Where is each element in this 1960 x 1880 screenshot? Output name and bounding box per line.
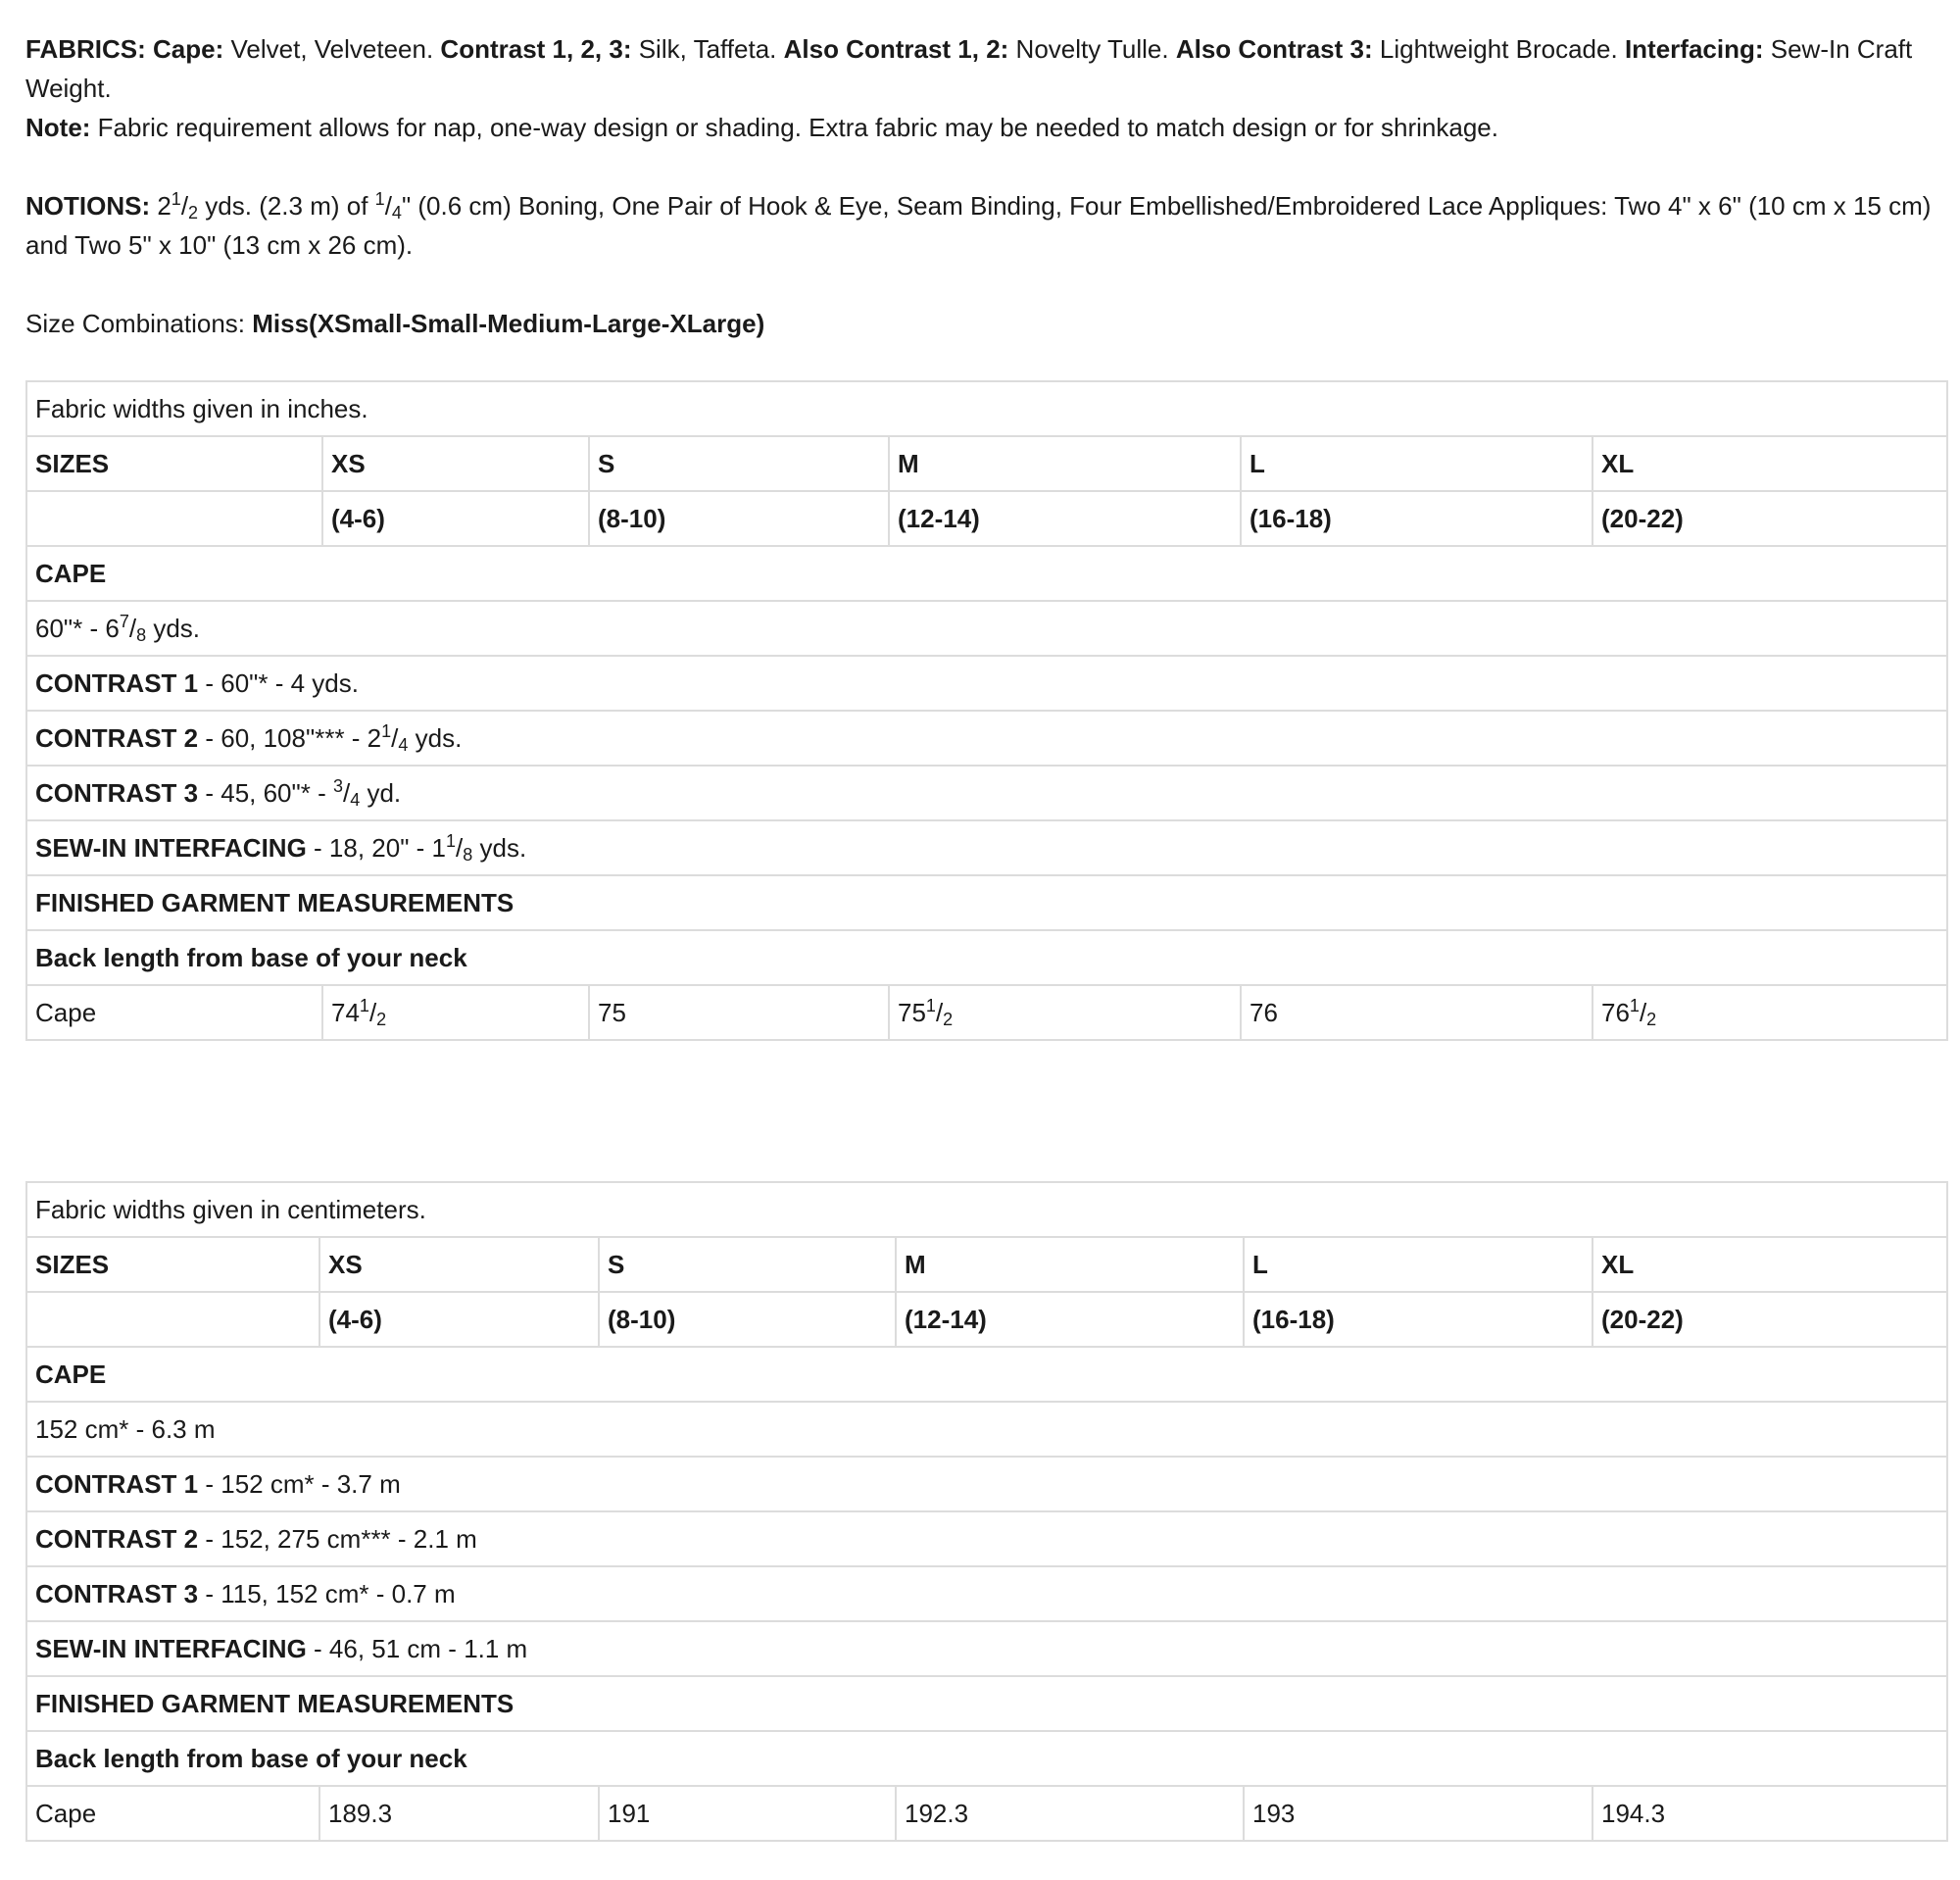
range-xs: (4-6) bbox=[319, 1292, 599, 1347]
fabrics-also12-text: Novelty Tulle. bbox=[1008, 34, 1176, 64]
note-text: Fabric requirement allows for nap, one-way design or shading. Extra fabric may be needed to match design or for shrinkage. bbox=[90, 113, 1498, 142]
range-m: (12-14) bbox=[889, 491, 1241, 546]
cape-line-unit: yds. bbox=[146, 614, 201, 643]
range-m: (12-14) bbox=[896, 1292, 1244, 1347]
fabrics-contrast-text: Silk, Taffeta. bbox=[631, 34, 784, 64]
measure-frac-den: 2 bbox=[943, 1010, 954, 1029]
size-xl: XL bbox=[1592, 436, 1947, 491]
interfacing-label: SEW-IN INTERFACING bbox=[35, 1634, 307, 1663]
cape-heading: CAPE bbox=[26, 546, 1947, 601]
cape-frac-den: 8 bbox=[136, 625, 147, 645]
fabrics-also12-label: Also Contrast 1, 2: bbox=[783, 34, 1009, 64]
contrast2-text: - 152, 275 cm*** - 2.1 m bbox=[198, 1524, 477, 1554]
fabric-table-centimeters bbox=[25, 1181, 1948, 1842]
measure-frac-den: 2 bbox=[376, 1010, 387, 1029]
size-combinations-value: Miss(XSmall-Small-Medium-Large-XLarge) bbox=[252, 309, 765, 338]
fabrics-cape-text: Velvet, Velveteen. bbox=[223, 34, 441, 64]
measure-whole: 76 bbox=[1601, 998, 1630, 1027]
notions-label: NOTIONS: bbox=[25, 191, 151, 221]
contrast2-label: CONTRAST 2 bbox=[35, 723, 199, 753]
cape-measure-label: Cape bbox=[26, 985, 322, 1040]
interfacing-row bbox=[26, 820, 1947, 875]
cape-heading-row bbox=[26, 1347, 1947, 1402]
fabrics-cape-label: Cape: bbox=[153, 34, 224, 64]
cape-measure-s: 191 bbox=[599, 1786, 896, 1841]
interfacing-text: - 46, 51 cm - 1.1 m bbox=[306, 1634, 528, 1663]
range-l: (16-18) bbox=[1244, 1292, 1592, 1347]
notions-paragraph: NOTIONS: $2^1/_2$ yds. (2.3 m) of $^1/_4$" (0.6 cm) Boning, One Pair of Hook & Eye, Seam Binding, Four Embellished/Embroidered Lace Appliques: Two 4" x 6" (10 cm x 15 cm) and Two 5" x 10" (13 cm x 26 cm). bbox=[25, 189, 1932, 260]
cape-heading: CAPE bbox=[26, 1347, 1947, 1402]
cape-measure-xs: 189.3 bbox=[319, 1786, 599, 1841]
contrast3-frac-den: 4 bbox=[350, 790, 361, 810]
range-s: (8-10) bbox=[599, 1292, 896, 1347]
back-length-heading: Back length from base of your neck bbox=[26, 1731, 1947, 1786]
back-length-heading-row bbox=[26, 930, 1947, 985]
cape-line-row bbox=[26, 601, 1947, 656]
notions-frac-1-num: 1 bbox=[171, 189, 181, 209]
contrast3-label: CONTRAST 3 bbox=[35, 1579, 199, 1608]
cape-frac-num: 7 bbox=[119, 612, 129, 631]
fabrics-also3-label: Also Contrast 3: bbox=[1175, 34, 1373, 64]
table-caption: Fabric widths given in centimeters. bbox=[26, 1182, 1947, 1237]
contrast2-row bbox=[26, 1511, 1947, 1566]
size-xs: XS bbox=[319, 1237, 599, 1292]
range-s: (8-10) bbox=[589, 491, 889, 546]
note-label: Note: bbox=[25, 113, 91, 142]
cape-measure-row bbox=[26, 1786, 1947, 1841]
fabrics-contrast-label: Contrast 1, 2, 3: bbox=[440, 34, 632, 64]
back-length-heading: Back length from base of your neck bbox=[26, 930, 1947, 985]
measure-whole: 76 bbox=[1250, 998, 1278, 1027]
interfacing-unit: yds. bbox=[472, 833, 527, 863]
measure-frac-num: 1 bbox=[359, 996, 369, 1015]
interfacing-text: - 18, 20" - 1 bbox=[306, 833, 446, 863]
range-xl: (20-22) bbox=[1592, 491, 1947, 546]
measure-frac-num: 1 bbox=[1629, 996, 1640, 1015]
contrast3-line bbox=[26, 1566, 1947, 1621]
ranges-empty bbox=[26, 1292, 319, 1347]
size-s: S bbox=[599, 1237, 896, 1292]
fabrics-paragraph bbox=[25, 29, 1946, 108]
cape-measure-xs: $74^1/_2$ bbox=[322, 985, 589, 1040]
contrast3-text: - 115, 152 cm* - 0.7 m bbox=[198, 1579, 456, 1608]
size-l: L bbox=[1241, 436, 1592, 491]
finished-heading-row bbox=[26, 1676, 1947, 1731]
contrast1-text: - 152 cm* - 3.7 m bbox=[198, 1469, 401, 1499]
range-l: (16-18) bbox=[1241, 491, 1592, 546]
contrast2-row bbox=[26, 711, 1947, 766]
fabrics-interfacing-label: Interfacing: bbox=[1624, 34, 1764, 64]
cape-measure-l bbox=[1241, 985, 1592, 1040]
contrast3-frac-num: 3 bbox=[332, 776, 343, 796]
notions-text-3: " (0.6 cm) Boning, One Pair of Hook & Eye, Seam Binding, Four Embellished/Embroidered Lace Appliques: Two 4" x 6" (10 cm x 15 cm) and Two 5" x 10" (13 cm x 26 cm). bbox=[25, 191, 1932, 260]
fabric-table-inches bbox=[25, 380, 1948, 1041]
notions-text-1: 2 bbox=[150, 191, 172, 221]
size-m: M bbox=[896, 1237, 1244, 1292]
range-xs: (4-6) bbox=[322, 491, 589, 546]
ranges-row bbox=[26, 1292, 1947, 1347]
cape-measure-s bbox=[589, 985, 889, 1040]
contrast2-label: CONTRAST 2 bbox=[35, 1524, 199, 1554]
contrast1-line bbox=[26, 1457, 1947, 1511]
pattern-description bbox=[25, 29, 1946, 343]
ranges-empty bbox=[26, 491, 322, 546]
cape-measure-m: 192.3 bbox=[896, 1786, 1244, 1841]
sizes-label: SIZES bbox=[26, 1237, 319, 1292]
cape-measure-l: 193 bbox=[1244, 1786, 1592, 1841]
cape-measure-xl: $76^1/_2$ bbox=[1592, 985, 1947, 1040]
sizes-row bbox=[26, 1237, 1947, 1292]
fabrics-label: FABRICS: bbox=[25, 34, 146, 64]
table-caption-row bbox=[26, 1182, 1947, 1237]
finished-heading: FINISHED GARMENT MEASUREMENTS bbox=[26, 875, 1947, 930]
interfacing-frac-den: 8 bbox=[463, 845, 473, 865]
size-combinations-label: Size Combinations: bbox=[25, 309, 253, 338]
fabrics-interfacing-text: Sew-In Craft Weight. bbox=[25, 34, 1913, 103]
cape-line-text: 60"* - 6 bbox=[35, 614, 120, 643]
notions-frac-2-den: 4 bbox=[391, 203, 402, 223]
interfacing-label: SEW-IN INTERFACING bbox=[35, 833, 307, 863]
contrast3-label: CONTRAST 3 bbox=[35, 778, 199, 808]
back-length-heading-row bbox=[26, 1731, 1947, 1786]
measure-whole: 75 bbox=[598, 998, 626, 1027]
interfacing-frac-num: 1 bbox=[446, 831, 457, 851]
contrast2-line bbox=[26, 1511, 1947, 1566]
contrast3-row bbox=[26, 1566, 1947, 1621]
size-combinations bbox=[25, 304, 1946, 343]
contrast1-label: CONTRAST 1 bbox=[35, 1469, 199, 1499]
contrast1-text: - 60"* - 4 yds. bbox=[198, 668, 359, 698]
size-l: L bbox=[1244, 1237, 1592, 1292]
interfacing-line bbox=[26, 1621, 1947, 1676]
contrast2-frac-num: 1 bbox=[381, 721, 392, 741]
cape-heading-row bbox=[26, 546, 1947, 601]
interfacing-row bbox=[26, 1621, 1947, 1676]
measure-frac-den: 2 bbox=[1646, 1010, 1657, 1029]
measure-whole: 74 bbox=[331, 998, 360, 1027]
fabrics-also3-text: Lightweight Brocade. bbox=[1372, 34, 1625, 64]
contrast3-line: CONTRAST 3 - 45, 60"* - $^3/_4$ yd. bbox=[26, 766, 1947, 820]
table-caption: Fabric widths given in inches. bbox=[26, 381, 1947, 436]
range-xl: (20-22) bbox=[1592, 1292, 1947, 1347]
notions-frac-1-den: 2 bbox=[188, 203, 199, 223]
size-xl: XL bbox=[1592, 1237, 1947, 1292]
contrast1-row bbox=[26, 656, 1947, 711]
finished-heading: FINISHED GARMENT MEASUREMENTS bbox=[26, 1676, 1947, 1731]
contrast3-row bbox=[26, 766, 1947, 820]
cape-measure-xl: 194.3 bbox=[1592, 1786, 1947, 1841]
contrast2-unit: yds. bbox=[408, 723, 463, 753]
contrast3-text: - 45, 60"* - bbox=[198, 778, 333, 808]
contrast1-line bbox=[26, 656, 1947, 711]
notions-text-2: yds. (2.3 m) of bbox=[198, 191, 375, 221]
size-s: S bbox=[589, 436, 889, 491]
size-m: M bbox=[889, 436, 1241, 491]
finished-heading-row bbox=[26, 875, 1947, 930]
contrast2-frac-den: 4 bbox=[398, 735, 409, 755]
sizes-label: SIZES bbox=[26, 436, 322, 491]
contrast1-label: CONTRAST 1 bbox=[35, 668, 199, 698]
ranges-row bbox=[26, 491, 1947, 546]
notions-frac-2-num: 1 bbox=[374, 189, 385, 209]
cape-line-row bbox=[26, 1402, 1947, 1457]
table-caption-row bbox=[26, 381, 1947, 436]
cape-measure-m: $75^1/_2$ bbox=[889, 985, 1241, 1040]
interfacing-line: SEW-IN INTERFACING - 18, 20" - $1^1/_8$ yds. bbox=[26, 820, 1947, 875]
measure-frac-num: 1 bbox=[925, 996, 936, 1015]
contrast2-text: - 60, 108"*** - 2 bbox=[198, 723, 382, 753]
contrast3-unit: yd. bbox=[360, 778, 402, 808]
note-paragraph bbox=[25, 108, 1946, 147]
measure-whole: 75 bbox=[898, 998, 926, 1027]
size-xs: XS bbox=[322, 436, 589, 491]
contrast2-line: CONTRAST 2 - 60, 108"*** - $2^1/_4$ yds. bbox=[26, 711, 1947, 766]
cape-measure-label: Cape bbox=[26, 1786, 319, 1841]
contrast1-row bbox=[26, 1457, 1947, 1511]
cape-measure-row bbox=[26, 985, 1947, 1040]
sizes-row bbox=[26, 436, 1947, 491]
cape-line: 152 cm* - 6.3 m bbox=[26, 1402, 1947, 1457]
cape-line: 60"* - $6^7/_8$ yds. bbox=[26, 601, 1947, 656]
